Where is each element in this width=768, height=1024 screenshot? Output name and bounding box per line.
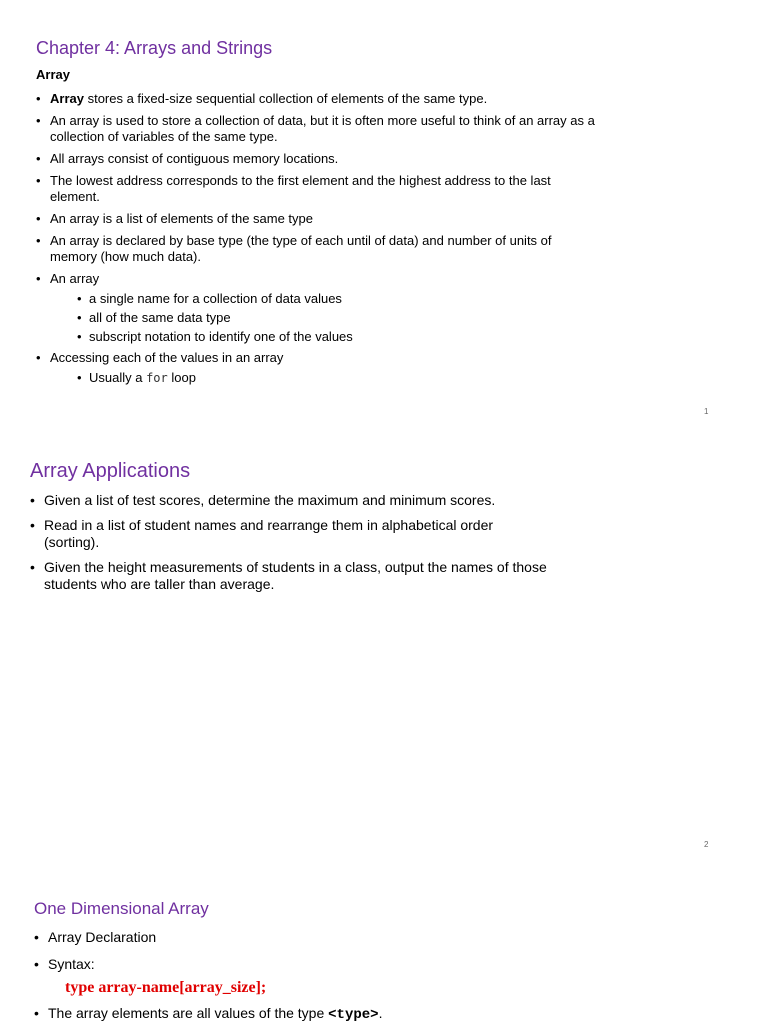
slide-3-bullets (34, 928, 634, 976)
sub-list-item: • all of the same data type (77, 308, 656, 327)
list-item: • An array is used to store a collection of data, but it is often more useful to think of an array as a collection of variables of the same type. (36, 113, 656, 145)
slide-1-subhead: Array (36, 67, 70, 82)
list-item: • Read in a list of student names and rearrange them in alphabetical order (sorting). (30, 517, 630, 551)
list-item: • Given the height measurements of students in a class, output the names of those students who are taller than average. (30, 559, 630, 593)
sub-list-item: • subscript notation to identify one of the values (77, 327, 656, 346)
list-item: • All arrays consist of contiguous memory locations. (36, 151, 656, 167)
list-item: • Given a list of test scores, determine the maximum and minimum scores. (30, 492, 630, 509)
slide-3-title: One Dimensional Array (34, 899, 209, 918)
list-item: • The lowest address corresponds to the first element and the highest address to the last element. (36, 173, 656, 205)
list-item: • Accessing each of the values in an array • Usually a for loop (36, 350, 656, 388)
slide-1-title: Chapter 4: Arrays and Strings (36, 38, 273, 58)
page-number: 1 (704, 407, 709, 416)
list-item: • Array Declaration (34, 928, 634, 946)
slide-3-bullets-cont (34, 1004, 634, 1024)
list-item: • The array elements are all values of the type <type>. (34, 1004, 634, 1024)
syntax-example: type array-name[array_size]; (65, 979, 267, 996)
page-number: 2 (704, 840, 709, 849)
sub-list-item: • a single name for a collection of data values (77, 289, 656, 308)
type-code: <type> (328, 1007, 379, 1023)
sub-list-item: • Usually a for loop (77, 368, 656, 388)
list-item: • An array • a single name for a collection of data values • all of the same data type • subscript notation to identify one of the values (36, 271, 656, 346)
list-item: • An array is a list of elements of the same type (36, 211, 656, 227)
list-item: • Syntax: (34, 955, 634, 973)
list-item: • An array is declared by base type (the type of each until of data) and number of units of memory (how much data). (36, 233, 656, 265)
slide-2-title: Array Applications (30, 460, 191, 482)
list-item: • Array stores a fixed-size sequential collection of elements of the same type. (36, 91, 656, 107)
for-keyword: for (146, 371, 168, 385)
array-term: Array (50, 91, 84, 106)
